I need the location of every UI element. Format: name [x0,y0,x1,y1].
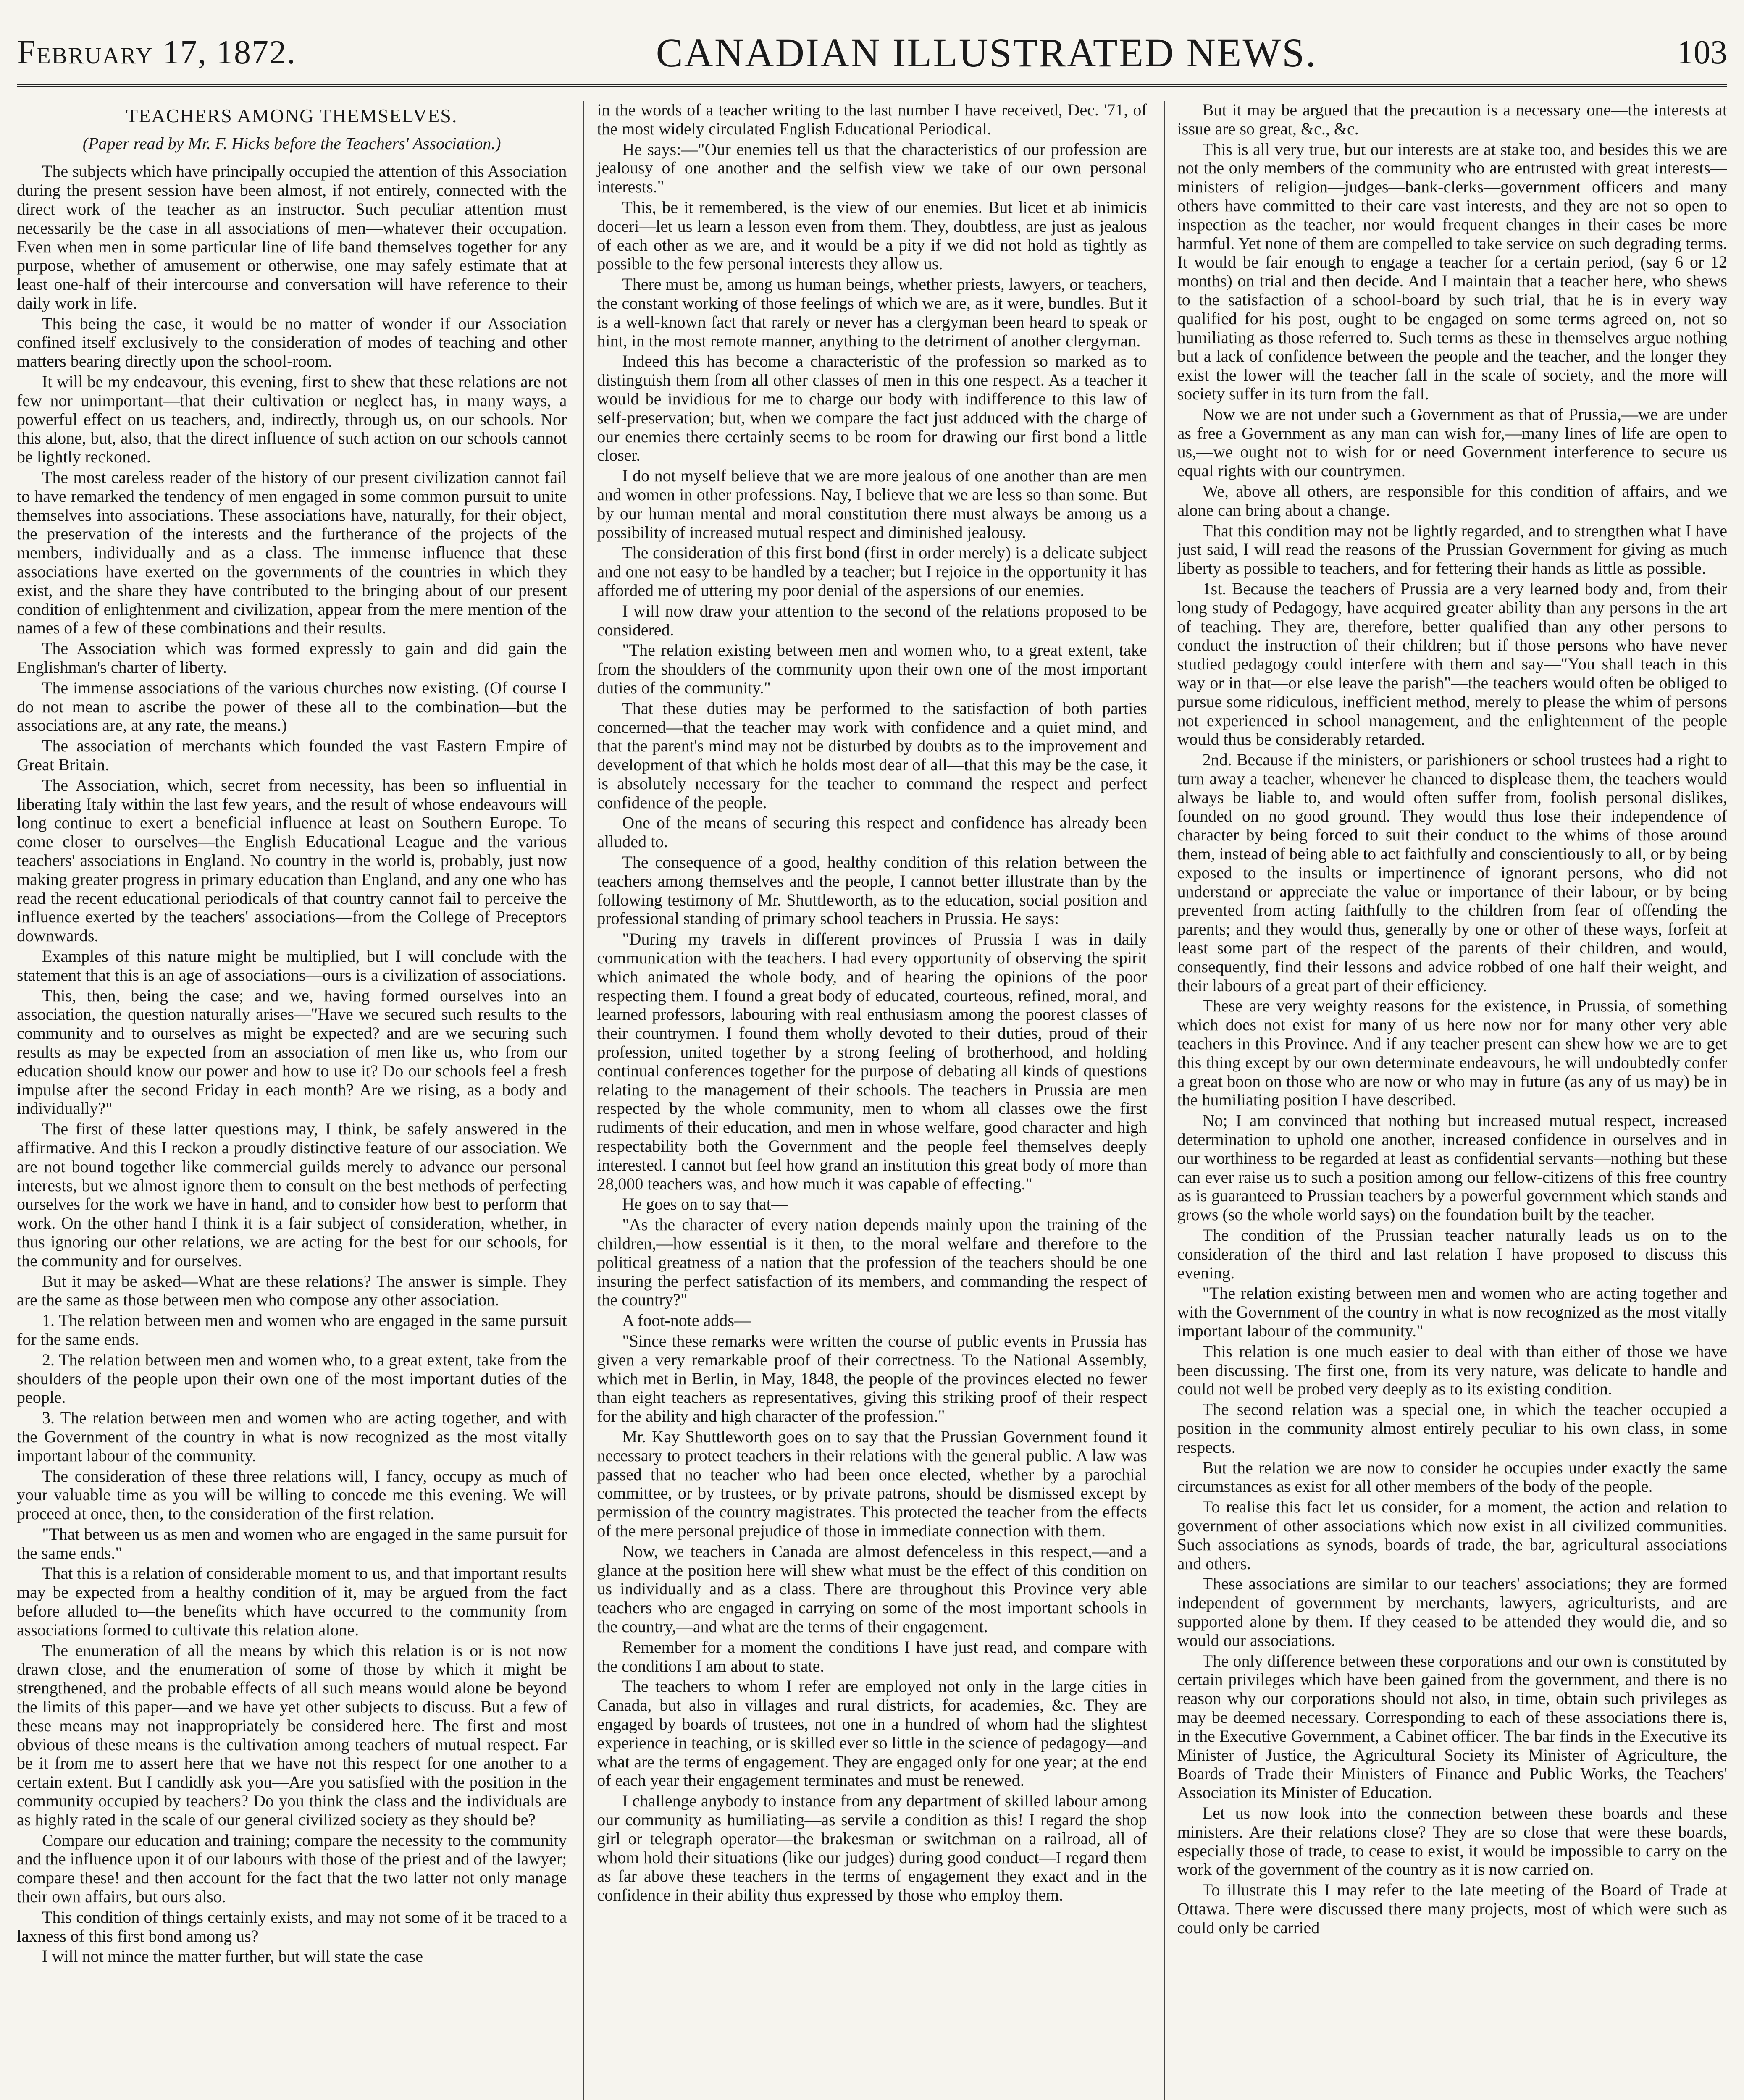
paragraph: There must be, among us human beings, whether priests, lawyers, or teachers, the constant working of those feelings of which we are, as it were, bundles. But it is a well-known fact that rarely or never has a clergyman been heard to speak or hint, in the most remote manner, anything to the detriment of another clergyman. [597,275,1147,350]
paragraph: The second relation was a special one, in which the teacher occupied a position in the community almost entirely peculiar to his own class, in some respects. [1177,1400,1727,1457]
paragraph: The only difference between these corporations and our own is constituted by certain privileges which have been gained from the government, and there is no reason why our corporations should not also, in time, obtain such privileges as may be deemed necessary. Corresponding to each of these associations there is, in the Executive Government, a Cabinet officer. The bar finds in the Executive its Minister of Justice, the Agricultural Society its Minister of Agriculture, the Boards of Trade their Ministers of Finance and Public Works, the Teachers' Association its Minister of Education. [1177,1651,1727,1802]
paragraph: The enumeration of all the means by which this relation is or is not now drawn close, and the enumeration of some of those by which it might be strengthened, and the probable effects of all such means would alone be beyond the limits of this paper—and we have yet other subjects to discuss. But a few of these means may not inappropriately be considered here. The first and most obvious of these means is the cultivation among teachers of mutual respect. Far be it from me to assert here that we have not this respect for one another to a certain extent. But I candidly ask you—Are you satisfied with the position in the community occupied by teachers? Do you think the class and the individuals are as highly rated in the scale of our general civilized society as they should be? [17,1641,567,1829]
paragraph: I will now draw your attention to the second of the relations proposed to be considered. [597,601,1147,639]
column-3 [1164,101,1727,2100]
paragraph: That these duties may be performed to the satisfaction of both parties concerned—that the teacher may work with confidence and a quiet mind, and that the parent's mind may not be disturbed by doubts as to the improvement and development of that which he holds most dear of all—that this may be the case, it is absolutely necessary for the teacher to command the respect and perfect confidence of the people. [597,698,1147,812]
paragraph: Compare our education and training; compare the necessity to the community and the influence upon it of our labours with those of the priest and of the lawyer; compare these! and then account for the fact that the two latter not only manage their own affairs, but ours also. [17,1830,567,1906]
paragraph: But it may be asked—What are these relations? The answer is simple. They are the same as those between men who compose any other association. [17,1271,567,1310]
paragraph: No; I am convinced that nothing but increased mutual respect, increased determination to uphold one another, increased confidence in ourselves and in our worthiness to be regarded at least as confidential servants—nothing but these can ever raise us to such a position among our fellow-citizens of this free country as is guaranteed to Prussian teachers by a powerful government which stands and grows (so the whole world says) on the foundation built by the teacher. [1177,1111,1727,1224]
paragraph: Remember for a moment the conditions I have just read, and compare with the conditions I am about to state. [597,1637,1147,1675]
paragraph: The first of these latter questions may, I think, be safely answered in the affirmative. And this I reckon a proudly distinctive feature of our association. We are not bound together like commercial guilds merely to advance our personal interests, but we almost ignore them to consult on the best methods of perfecting ourselves for the work we have in hand, and to consider how best to perform that work. On the other hand I think it is a fair subject of consideration, whether, in thus ignoring our other relations, we are acting for the best for our schools, for the community and for ourselves. [17,1119,567,1270]
paragraph: The association of merchants which founded the vast Eastern Empire of Great Britain. [17,736,567,774]
article-byline: (Paper read by Mr. F. Hicks before the Teachers' Association.) [82,134,501,153]
paragraph: This is all very true, but our interests are at stake too, and besides this we are not the only members of the community who are entrusted with great interests—ministers of religion—judges—bank-clerks—government officers and many others have committed to their care vast interests, and they are not so open to inspection as the teacher, nor would frequent changes in their cases be more harmful. Yet none of them are compelled to take service on such degrading terms. It would be fair enough to engage a teacher for a certain period, (say 6 or 12 months) on trial and then decide. And I maintain that a teacher here, who shews to the satisfaction of a school-board by such trial, that he is in every way qualified for his post, ought to be engaged on some terms agreed on, not so humiliating as those referred to. Such terms as these in themselves argue nothing but a lack of confidence between the people and the teacher, and the longer they exist the lower will the teacher fall in the scale of society, and the more will society suffer in its turn from the fall. [1177,139,1727,403]
paragraph: I will not mince the matter further, but will state the case [42,1947,423,1966]
paragraph: "The relation existing between men and women who, to a great extent, take from the shoulders of the community upon their own one of the most important duties of the community." [597,640,1147,697]
paragraph: "The relation existing between men and women who are acting together and with the Government of the country in what is now recognized as the most vitally important labour of the community." [1177,1284,1727,1340]
paragraph: The subjects which have principally occupied the attention of this Association during the present session have been almost, if not entirely, connected with the direct work of the teacher as an instructor. Such peculiar attention must necessarily be the case in all associations of men—whatever their occupation. Even when men in some particular line of life band themselves together for any purpose, whether of amusement or otherwise, one may safely estimate that at least one-half of their intercourse and conversation will have reference to their daily work in life. [17,162,567,312]
column-2 [583,101,1147,2100]
paragraph: We, above all others, are responsible for this condition of affairs, and we alone can bring about a change. [1177,481,1727,520]
paragraph: "During my travels in different provinces of Prussia I was in daily communication with the teachers. I had every opportunity of observing the spirit which animated the whole body, and of hearing the opinions of the poor respecting them. I found a great body of educated, courteous, refined, moral, and learned professors, labouring with real enthusiasm among the poorest classes of their countrymen. I found them wholly devoted to their duties, proud of their profession, united together by a strong feeling of brotherhood, and holding continual conferences together for the purpose of debating all kinds of questions relating to the management of their schools. The teachers in Prussia are men respected by the whole community, men to whom all classes owe the first rudiments of their education, and men in whose welfare, good character and high respectability both the Government and the people feel themselves deeply interested. I cannot but feel how grand an institution this great body of more than 28,000 teachers was, and how much it was capable of effecting." [597,929,1147,1193]
paragraph: 1. The relation between men and women who are engaged in the same pursuit for the same ends. [17,1311,567,1349]
paragraph: Examples of this nature might be multiplied, but I will conclude with the statement that this is an age of associations—ours is a civilization of associations. [17,946,567,984]
paragraph: 1st. Because the teachers of Prussia are a very learned body and, from their long study of Pedagogy, have acquired greater ability than any persons in the art of teaching. They are, therefore, better qualified than any other persons to conduct the instruction of their children; but if those persons who have never studied pedagogy could interfere with them and say—"You shall teach in this way or in that—or else leave the parish"—the teachers would often be obliged to pursue some ridiculous, inefficient method, merely to please the whim of persons not experienced in school management, and the enlightenment of the people would thus be considerably retarded. [1177,579,1727,749]
page-number: 103 [1677,34,1727,71]
paragraph: But it may be argued that the precaution is a necessary one—the interests at issue are so great, &c., &c. [1177,101,1727,138]
paragraph: He goes on to say that— [622,1194,788,1214]
paragraph: That this condition may not be lightly regarded, and to strengthen what I have just said, I will read the reasons of the Prussian Government for giving as much liberty as possible to teachers, and for fettering their hands as little as possible. [1177,521,1727,578]
paragraph: Now, we teachers in Canada are almost defenceless in this respect,—and a glance at the position here will shew what must be the effect of this condition on us individually and as a class. There are throughout this Province very able teachers who are engaged in carrying on some of the most important schools in the country,—and what are the terms of their engagement. [597,1541,1147,1636]
paragraph: 3. The relation between men and women who are acting together, and with the Government of the country in what is now recognized as the most vitally important labour of the community. [17,1408,567,1465]
paragraph: These are very weighty reasons for the existence, in Prussia, of something which does not exist for many of us here now nor for many other very able teachers in this Province. And if any teacher present can shew how we are to get this thing except by our own determinate endeavours, he will undoubtedly confer a great boon on those who are now or who may in future (as any of us may) be in the humiliating position I have described. [1177,996,1727,1110]
paragraph: Let us now look into the connection between these boards and these ministers. Are their relations close? They are so close that were these boards, especially those of trade, to cease to exist, it would be impossible to carry on the work of the government of the country as it is now carried on. [1177,1803,1727,1879]
paragraph: The consideration of this first bond (first in order merely) is a delicate subject and one not easy to be handled by a teacher; but I rejoice in the opportunity it has afforded me of uttering my poor denial of the aspersions of our enemies. [597,543,1147,600]
paragraph: This, then, being the case; and we, having formed ourselves into an association, the question naturally arises—"Have we secured such results to the community and to ourselves as might be expected? and are we securing such results as may be expected from an association of men like us, who from our education should know our power and how to use it? Do our schools feel a fresh impulse after the second Friday in each month? Are we rising, as a body and individually?" [17,986,567,1118]
paragraph: Indeed this has become a characteristic of the profession so marked as to distinguish them from all other classes of men in this one respect. As a teacher it would be invidious for me to charge our body with indifference to this law of self-preservation; but, when we compare the fact just adduced with the charge of our enemies there certainly seems to be room for drawing our first bond a little closer. [597,352,1147,465]
paragraph: One of the means of securing this respect and confidence has already been alluded to. [597,813,1147,851]
article-columns [17,101,1727,2100]
paragraph: "As the character of every nation depends mainly upon the training of the children,—how essential is it then, to the moral welfare and therefore to the political greatness of a nation that the profession of the teachers should be one insuring the perfect satisfaction of its members, and commanding the respect of the country?" [597,1215,1147,1310]
paragraph: in the words of a teacher writing to the last number I have received, Dec. '71, of the most widely circulated English Educational Periodical. [597,101,1147,138]
paragraph: To illustrate this I may refer to the late meeting of the Board of Trade at Ottawa. There were discussed there many projects, most of which were such as could only be carried [1177,1880,1727,1937]
paragraph: Mr. Kay Shuttleworth goes on to say that the Prussian Government found it necessary to protect teachers in their relations with the general public. A law was passed that no teacher who had been once elected, whether by a parochial committee, or by trustees, or by private patrons, should be dismissed except by permission of the country magistrates. This protected the teacher from the effects of the mere personal prejudice of those in immediate connection with them. [597,1427,1147,1540]
paragraph: The consequence of a good, healthy condition of this relation between the teachers among themselves and the people, I cannot better illustrate than by the following testimony of Mr. Shuttleworth, as to the education, social position and professional standing of primary school teachers in Prussia. He says: [597,853,1147,928]
paragraph: It will be my endeavour, this evening, first to shew that these relations are not few nor unimportant—that their cultivation or neglect has, in many ways, a powerful effect on us teachers, and, indirectly, through us, on our schools. Nor this alone, but, also, that the direct influence of such action on our schools cannot be lightly reckoned. [17,372,567,467]
newspaper-title: CANADIAN ILLUSTRATED NEWS. [656,30,1317,75]
paragraph: "That between us as men and women who are engaged in the same pursuit for the same ends." [17,1524,567,1562]
paragraph: The condition of the Prussian teacher naturally leads us on to the consideration of the third and last relation I have proposed to discuss this evening. [1177,1226,1727,1282]
paragraph: This relation is one much easier to deal with than either of those we have been discussing. The first one, from its very nature, was delicate to handle and could not well be probed very deeply as to its existing condition. [1177,1341,1727,1399]
article-title: TEACHERS AMONG THEMSELVES. [126,105,458,126]
paragraph: 2. The relation between men and women who, to a great extent, take from the shoulders of the people upon their own one of the most important duties of the people. [17,1350,567,1407]
paragraph: I do not myself believe that we are more jealous of one another than are men and women in other professions. Nay, I believe that we are less so than some. But by our human mental and moral constitution there must always be among us a possibility of increased mutual respect and diminished jealousy. [597,466,1147,542]
masthead [17,21,1727,87]
paragraph: 2nd. Because if the ministers, or parishioners or school trustees had a right to turn away a teacher, whenever he chanced to displease them, the teachers would always be liable to, and would often suffer from, foolish personal dislikes, founded on no good ground. They would thus lose their independence of character by being forced to suit their conduct to the whims of those around them, instead of being able to act faithfully and conscientiously to all, or by being exposed to the insults or impertinence of ignorant persons, who did not understand or appreciate the value or importance of their labour, or by being prevented from acting faithfully to the children from fear of offending the parents; and they would thus, generally by one or other of these ways, forfeit at least some part of the respect of the parents of their children, and would, consequently, find their lessons and advice robbed of one half their weight, and their labours of a great part of their efficiency. [1177,750,1727,995]
paragraph: I challenge anybody to instance from any department of skilled labour among our community as humiliating—as servile a condition as this! I regard the shop girl or telegraph operator—the brakesman or switchman on a railroad, all of whom hold their situations (like our judges) during good conduct—I regard them as far above these teachers in the terms of engagement they exact and in the confidence in their ability thus expressed by those who employ them. [597,1791,1147,1905]
paragraph: This condition of things certainly exists, and may not some of it be traced to a laxness of this first bond among us? [17,1907,567,1945]
paragraph: A foot-note adds— [622,1311,751,1330]
paragraph: This being the case, it would be no matter of wonder if our Association confined itself exclusively to the consideration of modes of teaching and other matters bearing directly upon the school-room. [17,314,567,371]
paragraph: Now we are not under such a Government as that of Prussia,—we are under as free a Government as any man can wish for,—many lines of life are open to us,—we ought not to wish for or need Government interference to secure us equal rights with our countrymen. [1177,404,1727,480]
issue-date: February 17, 1872. [17,34,296,71]
paragraph: The teachers to whom I refer are employed not only in the large cities in Canada, but also in villages and rural districts, for academies, &c. They are engaged by boards of trustees, not one in a hundred of whom had the slightest experience in teaching, or is skilled ever so little in the science of pedagogy—and what are the terms of engagement. They are engaged only for one year; at the end of each year their engagement terminates and must be renewed. [597,1677,1147,1790]
paragraph: "Since these remarks were written the course of public events in Prussia has given a very remarkable proof of their correctness. To the National Assembly, which met in Berlin, in May, 1848, the people of the provinces elected no fewer than eight teachers as representatives, giving this striking proof of their respect for the ability and high character of the profession." [597,1331,1147,1426]
paragraph: The Association, which, secret from necessity, has been so influential in liberating Italy within the last few years, and the result of whose endeavours will long continue to exert a beneficial influence at least on Southern Europe. To come closer to ourselves—the English Educational League and the various teachers' associations in England. No country in the world is, probably, just now making greater progress in primary education than England, and any one who has read the recent educational periodicals of that country cannot fail to perceive the influence exerted by the teachers' associations—from the College of Preceptors downwards. [17,775,567,945]
column-1 [17,101,567,2100]
paragraph: The most careless reader of the history of our present civilization cannot fail to have remarked the tendency of men engaged in some common pursuit to unite themselves into associations. These associations have, naturally, for their object, the preservation of the interests and the furtherance of the projects of the members, individually and as a class. The immense influence that these associations have exerted on the governments of the countries in which they exist, and the share they have contributed to the bringing about of our present condition of enlightenment and civilization, appear from the mere mention of the names of a few of these combinations and their results. [17,468,567,638]
paragraph: The immense associations of the various churches now existing. (Of course I do not mean to ascribe the power of these all to the combination—but the associations are, at any rate, the means.) [17,678,567,735]
paragraph: This, be it remembered, is the view of our enemies. But licet et ab inimicis doceri—let us learn a lesson even from them. They, doubtless, are just as jealous of each other as we are, and it would be a pity if we did not hold as tightly as possible to the few personal interests they allow us. [597,197,1147,273]
paragraph: These associations are similar to our teachers' associations; they are formed independent of government by merchants, lawyers, agriculturists, and are supported alone by them. If they ceased to be attended they would die, and so would our associations. [1177,1574,1727,1650]
paragraph: He says:—"Our enemies tell us that the characteristics of our profession are jealousy of one another and the selfish view we take of our own personal interests." [597,139,1147,197]
paragraph: To realise this fact let us consider, for a moment, the action and relation to government of other associations which now exist in all civilized communities. Such associations as synods, boards of trade, the bar, agricultural associations and others. [1177,1497,1727,1573]
paragraph: The Association which was formed expressly to gain and did gain the Englishman's charter of liberty. [17,639,567,677]
paragraph: The consideration of these three relations will, I fancy, occupy as much of your valuable time as you will be willing to concede me this evening. We will proceed at once, then, to the consideration of the first relation. [17,1466,567,1523]
paragraph: But the relation we are now to consider he occupies under exactly the same circumstances as exist for all other members of the body of the people. [1177,1458,1727,1496]
paragraph: That this is a relation of considerable moment to us, and that important results may be expected from a healthy condition of it, may be argued from the fact before alluded to—the benefits which have occurred to the community from associations formed to cultivate this relation alone. [17,1564,567,1639]
